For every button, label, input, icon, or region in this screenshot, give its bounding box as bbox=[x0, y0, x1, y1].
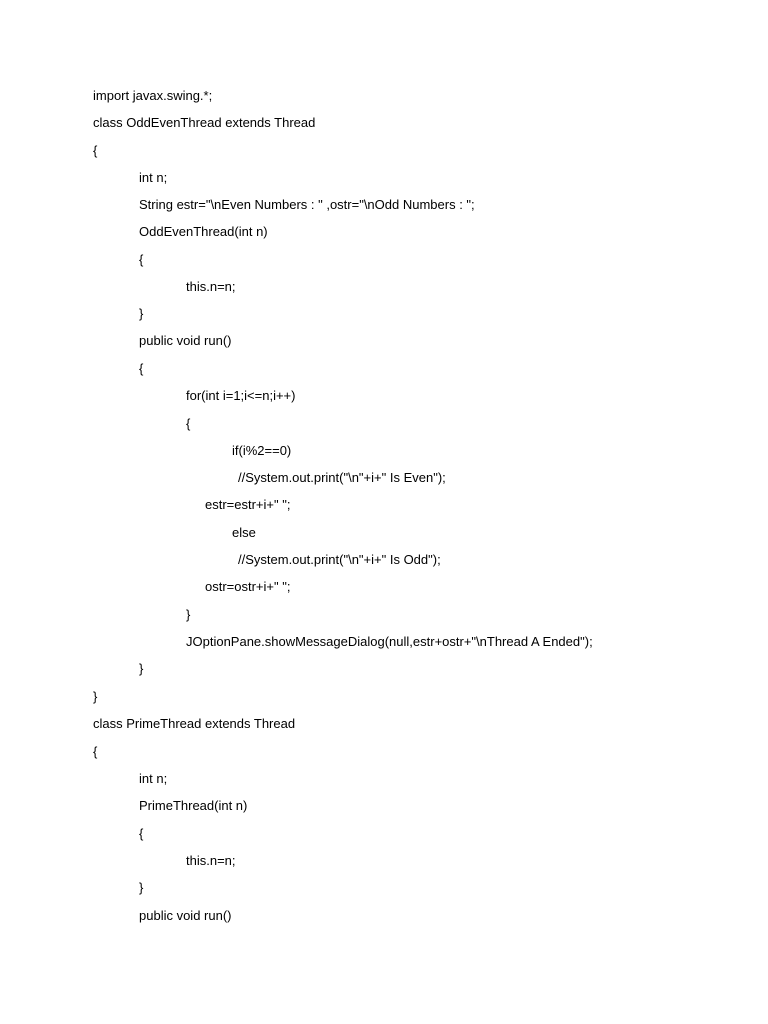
code-line: ostr=ostr+i+" "; bbox=[205, 579, 291, 594]
code-line: } bbox=[139, 306, 144, 321]
code-line: import javax.swing.*; bbox=[93, 88, 213, 103]
code-line: { bbox=[93, 744, 98, 759]
code-line: { bbox=[139, 252, 144, 267]
code-line: } bbox=[93, 689, 98, 704]
code-line: class PrimeThread extends Thread bbox=[93, 716, 296, 731]
code-line: public void run() bbox=[139, 908, 232, 923]
code-line: JOptionPane.showMessageDialog(null,estr+ostr+"\nThread A Ended"); bbox=[186, 634, 593, 649]
code-line: public void run() bbox=[139, 333, 232, 348]
code-line: //System.out.print("\n"+i+" Is Odd"); bbox=[238, 552, 441, 567]
code-line: if(i%2==0) bbox=[232, 443, 292, 458]
code-line: this.n=n; bbox=[186, 853, 236, 868]
code-line: { bbox=[93, 143, 98, 158]
code-line: { bbox=[186, 416, 191, 431]
code-line: for(int i=1;i<=n;i++) bbox=[186, 388, 296, 403]
code-line: { bbox=[139, 826, 144, 841]
code-line: OddEvenThread(int n) bbox=[139, 224, 268, 239]
code-line: { bbox=[139, 361, 144, 376]
code-line: int n; bbox=[139, 170, 168, 185]
code-line: PrimeThread(int n) bbox=[139, 798, 248, 813]
code-line: } bbox=[186, 607, 191, 622]
code-line: String estr="\nEven Numbers : " ,ostr="\nOdd Numbers : "; bbox=[139, 197, 475, 212]
code-line: //System.out.print("\n"+i+" Is Even"); bbox=[238, 470, 446, 485]
code-line: else bbox=[232, 525, 256, 540]
code-line: class OddEvenThread extends Thread bbox=[93, 115, 316, 130]
code-line: estr=estr+i+" "; bbox=[205, 497, 291, 512]
code-line: } bbox=[139, 661, 144, 676]
code-line: this.n=n; bbox=[186, 279, 236, 294]
code-line: } bbox=[139, 880, 144, 895]
code-line: int n; bbox=[139, 771, 168, 786]
